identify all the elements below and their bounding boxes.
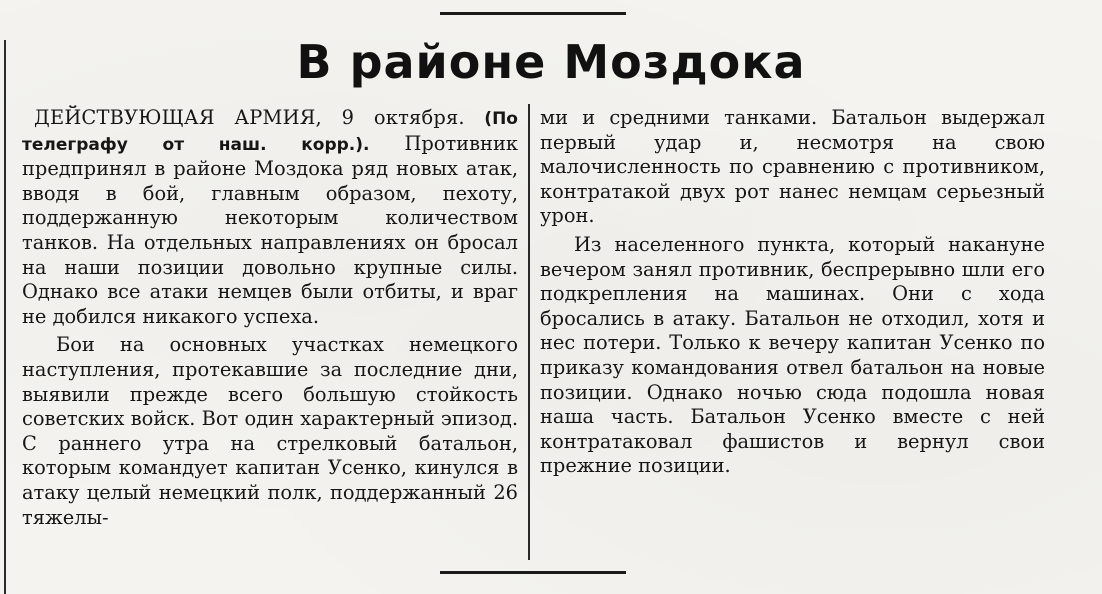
article-paragraph-2: Бои на основных участках немецкого наступления, протекавшие за последние дни, выявили прежде всего большую стойкость советских войск. Вот один характерный эпизод. С раннего утра на стрелковый батальон, которым командует капитан Усенко, кинулся в атаку целый немецкий полк, поддержанный 26 тяжелы- — [22, 333, 518, 529]
article-source-credit: (По телеграфу от наш. корр.). — [22, 109, 518, 155]
article-paragraph-3: Из населенного пункта, который накануне вечером занял противник, беспрерывно шли его подкрепления на машинах. Они с хода бросались в атаку. Батальон не отходил, хотя и нес потери. Только к вечеру капитан Усенко по приказу командования отвел батальон на новые позиции. Однако ночью сюда подошла новая наша часть. Батальон Усенко вместе с ней контратаковал фашистов и вернул свои прежние позиции. — [540, 232, 1045, 478]
article-paragraph-1 — [22, 106, 518, 329]
left-column-edge-rule — [4, 40, 6, 594]
article-column-left — [22, 106, 518, 530]
article-paragraph-1-text: Противник предпринял в районе Моздока ряд новых атак, вводя в бой, главным образом, пехоту, поддержанную некоторым количеством танков. На отдельных направлениях он бросал на наши позиции довольно крупные силы. Однако все атаки немцев были отбиты, и враг не добился никакого успеха. — [22, 131, 518, 328]
article-dateline: ДЕЙСТВУЮЩАЯ АРМИЯ, 9 октября. — [34, 106, 465, 129]
bottom-separator-rule — [440, 571, 626, 574]
article-headline: В районе Моздока — [296, 35, 806, 89]
article-column-right — [540, 106, 1045, 479]
article-paragraph-2-continued: ми и средними танками. Батальон выдержал первый удар и, несмотря на свою малочисленность по сравнению с противником, контратакой двух рот нанес немцам серьезный урон. — [540, 106, 1045, 228]
top-separator-rule — [440, 12, 626, 15]
column-divider-rule — [528, 104, 530, 560]
